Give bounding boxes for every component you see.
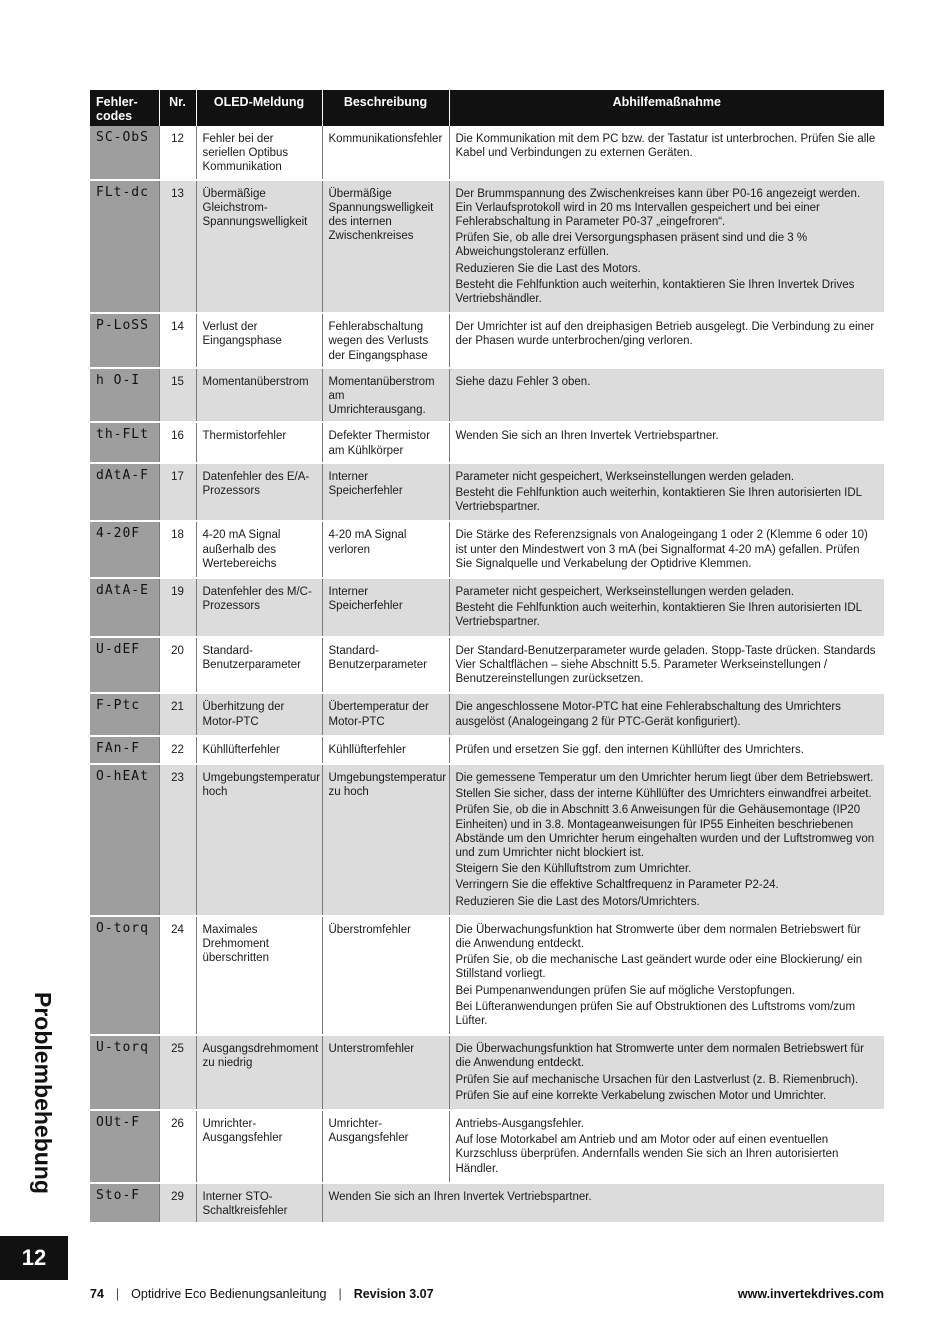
table-row [90,126,884,180]
oled-message-cell: Kühllüfterfehler [196,736,322,764]
remedy-line: Stellen Sie sicher, dass der interne Kühllüfter des Umrichters einwandfrei arbeitet. [455,788,872,801]
section-sidebar [8,992,68,1232]
error-code-cell: O-hEAt [90,764,159,916]
remedy-line: Der Brummspannung des Zwischenkreises kann über P0-16 angezeigt werden. Ein Verlaufsprotokoll wird in 20 ms Intervallen gespeichert und bei einer Fehlerabschaltung in Parameter P0-37 „eingefroren“. [455,187,861,229]
description-cell: Interner Speicherfehler [322,463,449,522]
page-footer [90,1287,884,1301]
remedy-line: Bei Pumpenanwendungen prüfen Sie auf mögliche Verstopfungen. [455,984,795,997]
remedy-cell [449,693,884,735]
remedy-line: Parameter nicht gespeichert, Werkseinstellungen werden geladen. [455,470,795,483]
remedy-line: Die gemessene Temperatur um den Umrichter herum liegt über dem Betriebswert. [455,771,874,784]
description-cell: Umrichter-Ausgangsfehler [322,1110,449,1183]
table-row [90,1183,884,1223]
remedy-line: Der Standard-Benutzerparameter wurde geladen. Stopp-Taste drücken. Standards Vier Schaltflächen – siehe Abschnitt 5.5. Parameter Werkseinstellungen / Benutzereinstellungen zurücksetzen. [455,644,876,686]
remedy-line: Siehe dazu Fehler 3 oben. [455,375,591,388]
error-number-cell: 23 [159,764,196,916]
section-title: Problembehebung [30,992,56,1194]
error-number-cell: 15 [159,368,196,423]
document-title: Optidrive Eco Bedienungsanleitung [131,1287,327,1301]
remedy-line: Die Überwachungsfunktion hat Stromwerte unter dem normalen Betriebswert für die Anwendung entdeckt. [455,1043,864,1070]
description-cell: Überstromfehler [322,916,449,1035]
remedy-line: Auf lose Motorkabel am Antrieb und am Motor oder auf einen eventuellen Kurzschluss überprüfen. Andernfalls wenden Sie sich an Ihren autorisierten Händler. [455,1134,839,1175]
remedy-line: Reduzieren Sie die Last des Motors/Umrichters. [455,895,700,908]
oled-message-cell: Datenfehler des E/A-Prozessors [196,463,322,522]
table-row [90,693,884,735]
description-cell: Umgebungstemperatur zu hoch [322,764,449,916]
remedy-line: Prüfen Sie, ob die in Abschnitt 3.6 Anweisungen für die Gehäusemontage (IP20 Einheiten) und in 3.8. Montageanweisungen für IP55 Einheiten beschriebenen Abstände um den Umrichter herum eingehalten wurden und der Luftstromweg von und zum Umrichter nicht blockiert ist. [455,804,875,859]
table-row [90,1110,884,1183]
description-cell: 4-20 mA Signal verloren [322,521,449,578]
oled-message-cell: 4-20 mA Signal außerhalb des Wertebereichs [196,521,322,578]
remedy-line: Prüfen Sie auf mechanische Ursachen für den Lastverlust (z. B. Riemenbruch). [455,1073,859,1086]
error-number-cell: 19 [159,578,196,637]
table-row [90,368,884,423]
oled-message-cell: Umrichter-Ausgangsfehler [196,1110,322,1183]
error-number-cell: 26 [159,1110,196,1183]
column-header-nr: Nr. [159,90,196,126]
table-row [90,521,884,578]
footer-separator: | [115,1287,120,1301]
oled-message-cell: Momentanüberstrom [196,368,322,423]
remedy-cell [449,916,884,1035]
table-header-row [90,90,884,126]
oled-message-cell: Verlust der Eingangsphase [196,313,322,368]
table-row [90,736,884,764]
remedy-cell [322,1183,884,1223]
table-row [90,637,884,694]
table-row [90,313,884,368]
remedy-line: Bei Lüfteranwendungen prüfen Sie auf Obstruktionen des Luftstroms vom/zum Lüfter. [455,1000,856,1027]
table-row [90,422,884,462]
error-code-cell: dAtA-E [90,578,159,637]
table-row [90,916,884,1035]
remedy-line: Besteht die Fehlfunktion auch weiterhin, kontaktieren Sie Ihren Invertek Drives Vertriebshändler. [455,278,855,306]
remedy-cell [449,736,884,764]
error-code-cell: Sto-F [90,1183,159,1223]
error-number-cell: 14 [159,313,196,368]
remedy-cell [449,1035,884,1110]
oled-message-cell: Datenfehler des M/C-Prozessors [196,578,322,637]
oled-message-cell: Interner STO-Schaltkreisfehler [196,1183,322,1223]
website-link[interactable]: www.invertekdrives.com [737,1287,884,1301]
remedy-line: Besteht die Fehlfunktion auch weiterhin, kontaktieren Sie Ihren autorisierten IDL Vertriebspartner. [455,487,862,514]
oled-message-cell: Umgebungstemperatur hoch [196,764,322,916]
oled-message-cell: Überhitzung der Motor-PTC [196,693,322,735]
error-code-cell: 4-20F [90,521,159,578]
column-header-codes: Fehler- codes [90,90,159,126]
remedy-cell [449,764,884,916]
remedy-line: Parameter nicht gespeichert, Werkseinstellungen werden geladen. [455,586,795,599]
table-row [90,578,884,637]
remedy-cell [449,521,884,578]
column-header-remedy: Abhilfemaßnahme [449,90,884,126]
error-code-cell: OUt-F [90,1110,159,1183]
remedy-line: Die Kommunikation mit dem PC bzw. der Tastatur ist unterbrochen. Prüfen Sie alle Kabel und Verbindungen zu externen Geräten. [455,133,876,160]
description-cell: Übertemperatur der Motor-PTC [322,693,449,735]
error-code-cell: U-dEF [90,637,159,694]
error-number-cell: 22 [159,736,196,764]
error-code-cell: dAtA-F [90,463,159,522]
error-code-cell: P-LoSS [90,313,159,368]
oled-message-cell: Maximales Drehmoment überschritten [196,916,322,1035]
description-cell: Fehlerabschaltung wegen des Verlusts der Eingangsphase [322,313,449,368]
footer-separator: | [338,1287,342,1301]
remedy-line: Prüfen Sie auf eine korrekte Verkabelung zwischen Motor und Umrichter. [455,1089,827,1102]
page-number: 74 [90,1287,104,1301]
remedy-cell [449,637,884,694]
description-cell: Unterstromfehler [322,1035,449,1110]
error-code-cell: O-torq [90,916,159,1035]
error-number-cell: 18 [159,521,196,578]
error-number-cell: 25 [159,1035,196,1110]
error-code-cell: FLt-dc [90,180,159,314]
remedy-line: Wenden Sie sich an Ihren Invertek Vertriebspartner. [455,430,719,443]
remedy-cell [449,180,884,314]
error-code-cell: SC-ObS [90,126,159,180]
remedy-line: Verringern Sie die effektive Schaltfrequenz in Parameter P2-24. [455,879,779,892]
remedy-line: Steigern Sie den Kühlluftstrom zum Umrichter. [455,863,692,876]
column-header-oled: OLED-Meldung [196,90,322,126]
revision-label: Revision 3.07 [353,1287,434,1301]
description-cell: Interner Speicherfehler [322,578,449,637]
table-row [90,180,884,314]
remedy-line: Prüfen Sie, ob alle drei Versorgungsphasen präsent sind und die 3 % Abweichungstoleranz erfüllen. [455,232,808,259]
remedy-cell [449,1110,884,1183]
remedy-line: Die angeschlossene Motor-PTC hat eine Fehlerabschaltung des Umrichters ausgelöst (Analogeingang 2 für PTC-Gerät konfiguriert). [455,701,841,728]
remedy-cell [449,368,884,423]
description-cell: Kommunikationsfehler [322,126,449,180]
remedy-line: Prüfen und ersetzen Sie ggf. den internen Kühllüfter des Umrichters. [455,743,804,756]
remedy-line: Wenden Sie sich an Ihren Invertek Vertriebspartner. [328,1190,592,1203]
description-cell: Momentanüberstrom am Umrichterausgang. [322,368,449,423]
error-code-cell: th-FLt [90,422,159,462]
oled-message-cell: Standard-Benutzerparameter [196,637,322,694]
description-cell: Defekter Thermistor am Kühlkörper [322,422,449,462]
error-number-cell: 21 [159,693,196,735]
error-code-table [90,90,884,1224]
oled-message-cell: Übermäßige Gleichstrom-Spannungswelligkeit [196,180,322,314]
error-number-cell: 20 [159,637,196,694]
error-number-cell: 13 [159,180,196,314]
remedy-cell [449,463,884,522]
error-number-cell: 24 [159,916,196,1035]
description-cell: Standard-Benutzerparameter [322,637,449,694]
remedy-line: Antriebs-Ausgangsfehler. [455,1117,584,1130]
error-code-cell: h O-I [90,368,159,423]
remedy-line: Die Überwachungsfunktion hat Stromwerte über dem normalen Betriebswert für die Anwendung entdeckt. [455,923,861,950]
remedy-cell [449,313,884,368]
description-cell: Kühllüfterfehler [322,736,449,764]
remedy-line: Der Umrichter ist auf den dreiphasigen Betrieb ausgelegt. Die Verbindung zu einer der Phasen wurde unterbrochen/ging verloren. [455,321,875,348]
remedy-line: Reduzieren Sie die Last des Motors. [455,262,641,275]
table-row [90,463,884,522]
chapter-number-badge: 12 [0,1236,68,1280]
error-number-cell: 29 [159,1183,196,1223]
remedy-line: Die Stärke des Referenzsignals von Analogeingang 1 oder 2 (Klemme 6 oder 10) ist unter den Mindestwert von 3 mA (bei Signalformat 4-20 mA) gefallen. Prüfen Sie Signalquelle und Verkabelung der Optidrive Klemmen. [455,529,868,570]
remedy-cell [449,126,884,180]
error-code-cell: FAn-F [90,736,159,764]
oled-message-cell: Ausgangsdrehmoment zu niedrig [196,1035,322,1110]
oled-message-cell: Fehler bei der seriellen Optibus Kommunikation [196,126,322,180]
table-row [90,1035,884,1110]
error-code-cell: F-Ptc [90,693,159,735]
error-number-cell: 12 [159,126,196,180]
error-code-cell: U-torq [90,1035,159,1110]
remedy-line: Prüfen Sie, ob die mechanische Last geändert wurde oder eine Blockierung/ ein Stillstand vorliegt. [455,954,863,981]
error-number-cell: 17 [159,463,196,522]
description-cell: Übermäßige Spannungswelligkeit des internen Zwischenkreises [322,180,449,314]
table-row [90,764,884,916]
remedy-cell [449,422,884,462]
oled-message-cell: Thermistorfehler [196,422,322,462]
column-header-description: Beschreibung [322,90,449,126]
error-number-cell: 16 [159,422,196,462]
remedy-cell [449,578,884,637]
remedy-line: Besteht die Fehlfunktion auch weiterhin, kontaktieren Sie Ihren autorisierten IDL Vertriebspartner. [455,602,862,629]
